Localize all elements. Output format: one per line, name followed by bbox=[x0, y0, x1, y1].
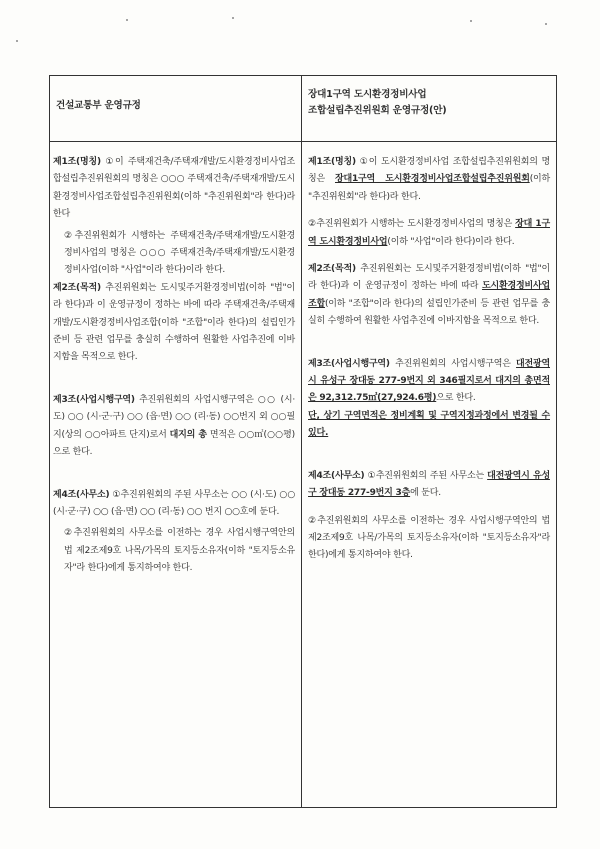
right-article-2 bbox=[308, 261, 550, 331]
article-1-p2-text-a: ②추진위원회가 시행하는 도시환경정비사업의 명칭은 bbox=[308, 219, 516, 230]
article-2-title: 제2조(목적) bbox=[308, 264, 356, 275]
scan-speck bbox=[232, 17, 234, 19]
right-article-3-note: 단, 상기 구역면적은 정비계획 및 구역지정과정에서 변경될 수 있다. bbox=[308, 410, 550, 439]
article-1-name-highlight: 장대1구역 도시환경정비사업조합설립추진위원회 bbox=[334, 174, 530, 185]
article-4-paragraph-1: ①추진위원회의 주된 사무소는 ○○ (시·도) ○○ (시·군·구) ○○ (읍·면) ○○ (리·동) ○○ 번지 ○○호에 둔다. bbox=[53, 489, 295, 517]
article-4-text-a: ①추진위원회의 주된 사무소는 bbox=[367, 470, 488, 481]
article-3-text-c: 면적은 ○○㎡(○○평)으로 한다. bbox=[53, 429, 295, 458]
left-article-2 bbox=[53, 280, 295, 367]
scan-speck bbox=[470, 20, 472, 22]
right-article-4-paragraph-2: ②추진위원회의 사무소를 이전하는 경우 사업시행구역안의 법 제2조제9호 나목/가목의 토지등소유자(이하 "토지등소유자"라 한다)에게 통지하여야 한다. bbox=[308, 515, 550, 561]
article-4-highlight: 대전광역시 유성구 장대동 277-9번지 3층 bbox=[308, 470, 550, 499]
scan-speck bbox=[16, 40, 18, 42]
article-1-title: 제1조(명칭) bbox=[308, 157, 356, 167]
article-3-text-a: 추진위원회의 사업시행구역은 bbox=[395, 358, 517, 369]
article-2-title: 제2조(목적) bbox=[53, 282, 101, 293]
right-column bbox=[308, 154, 550, 565]
article-1-text-a: ①이 도시환경정비사업 조합설립추진위원회의 명칭은 bbox=[308, 157, 550, 185]
header-right-line1: 장대1구역 도시환경정비사업 bbox=[308, 89, 427, 100]
article-4-title: 제4조(사무소) bbox=[308, 470, 365, 481]
article-2-highlight: 도시환경정비사업조합 bbox=[308, 281, 550, 309]
article-3-text-b: 대지의 총 bbox=[169, 429, 207, 440]
column-divider bbox=[301, 76, 302, 807]
left-column bbox=[53, 154, 295, 578]
left-article-3 bbox=[53, 392, 295, 462]
article-2-text-c: (이하 "조합"이라 한다)의 설립인가준비 등 관련 업무를 충실히 수행하여 원활한 사업추진에 이바지함을 목적으로 한다. bbox=[308, 298, 550, 327]
article-3-text-a: 추진위원회의 사업시행구역은 ○○ (시·도) ○○ (시·군·구) ○○ (읍·면) ○○ (리·동) ○○번지 외 ○○필지(상의 ○○아파트 단지)로서 bbox=[53, 394, 295, 440]
left-article-4 bbox=[53, 487, 295, 522]
header-left: 건설교통부 운영규정 bbox=[56, 100, 141, 111]
article-3-highlight: 대전광역시 유성구 장대동 277-9번지 외 346필지로서 대지의 총면적은 92,312.75㎡(27,924.6평) bbox=[308, 358, 550, 404]
article-1-text-c: (이하 "추진위원회"라 한다)라 한다. bbox=[308, 174, 550, 202]
right-article-1 bbox=[308, 154, 550, 206]
article-1-title: 제1조(명칭) bbox=[53, 157, 101, 167]
article-3-title: 제3조(사업시행구역) bbox=[53, 394, 135, 405]
right-article-4 bbox=[308, 468, 550, 503]
article-2-paragraph-1: 추진위원회는 도시및주거환경정비법(이하 "법"이라 한다)과 이 운영규정이 정하는 바에 따라 주택재건축/주택재개발/도시환경정비사업조합(이하 "조합"이라 한다)의 설립인가준비 등 관련 업무를 충실히 수행하여 원활한 사업추진에 이바지함을 목적으로 한다. bbox=[53, 282, 295, 363]
scan-speck bbox=[545, 23, 547, 25]
article-2-text-a: 추진위원회는 도시및주거환경정비법(이하 "법"이라 한다)과 이 운영규정이 정하는 바에 따라 bbox=[308, 264, 550, 292]
right-article-1-paragraph-2 bbox=[308, 216, 550, 251]
article-4-text-c: 에 둔다. bbox=[410, 488, 441, 499]
article-4-title: 제4조(사무소) bbox=[53, 489, 110, 500]
article-1-p2-highlight: 장대 1구역 도시환경정비사업 bbox=[308, 219, 550, 247]
scan-speck bbox=[126, 19, 128, 21]
article-1-paragraph-1: ①이 주택재건축/주택재개발/도시환경정비사업조합설립추진위원회의 명칭은 ○○○ 주택재건축/주택재개발/도시환경정비사업조합설립추진위원회(이하 "추진위원회"라 한다)라 한다 bbox=[53, 157, 295, 220]
left-article-1-paragraph-2: ②추진위원회가 시행하는 주택재건축/주택재개발/도시환경정비사업의 명칭은 ○○○ 주택재건축/주택재개발/도시환경정비사업(이하 "사업"이라 한다)이라 한다. bbox=[64, 230, 295, 276]
article-3-text-c: 으로 한다. bbox=[436, 393, 476, 404]
comparison-table bbox=[49, 75, 557, 808]
article-3-title: 제3조(사업시행구역) bbox=[308, 358, 390, 369]
header-right bbox=[308, 87, 548, 119]
header-divider bbox=[50, 141, 556, 142]
right-article-3 bbox=[308, 356, 550, 408]
left-article-1 bbox=[53, 154, 295, 224]
article-1-p2-text-c: (이하 "사업"이라 한다)이라 한다. bbox=[387, 236, 515, 247]
header-right-line2: 조합설립추진위원회 운영규정(안) bbox=[308, 105, 447, 116]
left-article-4-paragraph-2: ②추진위원회의 사무소를 이전하는 경우 사업시행구역안의 법 제2조제9호 나목/가목의 토지등소유자(이하 "토지등소유자"라 한다)에게 통지하여야 한다. bbox=[64, 528, 295, 574]
